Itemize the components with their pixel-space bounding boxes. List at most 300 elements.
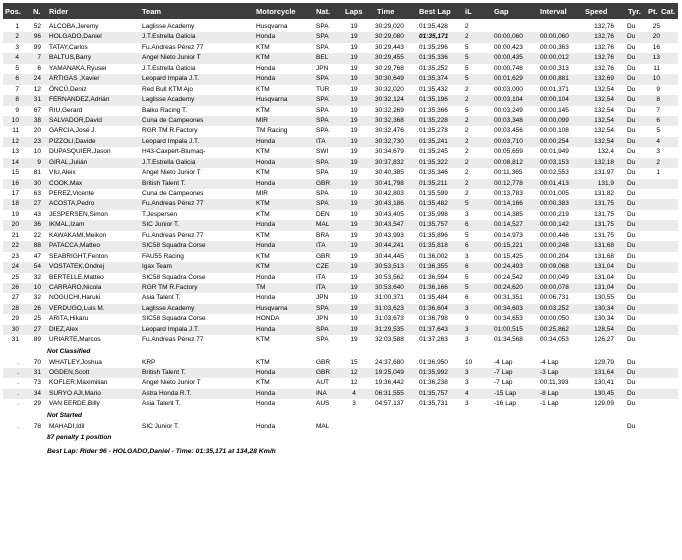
cell-time: 19:36,442: [375, 379, 404, 387]
cell-interval: 00:00,060: [540, 33, 569, 41]
cell-best-lap: 01:36,594: [419, 273, 448, 281]
cell-gap: 00:01,629: [494, 75, 523, 83]
cell-laps: 19: [350, 315, 358, 323]
cell-il: 2: [465, 148, 469, 156]
cell-rider: DIEZ,Alex: [49, 325, 79, 333]
cell-interval: 00:06,731: [540, 294, 569, 302]
cell-rider: PIZZOLI,Davide: [49, 137, 96, 145]
cell-team: SIC58 Squadra Corse: [142, 273, 206, 281]
cell-motorcycle: Honda: [256, 389, 276, 397]
cell-rider: VOSTATEK,Ondrej: [49, 263, 105, 271]
cell-rider: SURYO AJI,Mario: [49, 389, 101, 397]
cell-speed: 131,04: [594, 283, 614, 291]
cell-speed: 130,34: [594, 315, 614, 323]
cell-il: 6: [465, 263, 469, 271]
cell-best-lap: 01:35,992: [419, 369, 448, 376]
cell-nat: ITA: [316, 273, 326, 281]
cell-time: 30:44,241: [375, 242, 404, 250]
cell-gap: 00:03,104: [494, 96, 523, 104]
cell-motorcycle: Honda: [256, 221, 276, 229]
cell-time: 30:42,803: [375, 190, 404, 197]
cell-time: 31:03,673: [375, 315, 404, 323]
cell-rider: BALTUS,Barry: [49, 54, 92, 62]
cell-team: Laglisse Academy: [142, 96, 195, 104]
cell-time: 30:29,020: [375, 23, 404, 30]
cell-laps: 19: [350, 158, 358, 166]
cell-tyre: Du: [627, 336, 636, 344]
cell-pos: 11: [12, 127, 19, 135]
cell-number: 30: [33, 179, 41, 187]
cell-interval: 00:00,363: [540, 43, 569, 51]
cell-number: 24: [33, 75, 41, 83]
cell-tyre: Du: [627, 369, 636, 376]
cell-time: 30:43,405: [375, 210, 404, 218]
cell-speed: 131,64: [594, 369, 614, 376]
col-nat: Nat.: [316, 7, 331, 16]
cell-gap: 00:11,365: [494, 169, 523, 177]
cell-points: 10: [652, 75, 660, 83]
cell-tyre: Du: [627, 200, 636, 208]
col-speed: Speed: [585, 7, 608, 16]
cell-best-lap: 01:35,252: [419, 64, 448, 72]
table-row: [3, 241, 678, 251]
cell-time: 31:03,623: [375, 304, 404, 312]
cell-speed: 130,41: [594, 379, 614, 387]
cell-speed: 131,9: [597, 179, 614, 187]
cell-nat: SPA: [316, 23, 329, 30]
cell-tyre: Du: [627, 389, 636, 397]
cell-pos: 9: [15, 106, 19, 114]
cell-motorcycle: KTM: [256, 358, 270, 366]
cell-nat: SPA: [316, 169, 329, 177]
cell-nat: JPN: [316, 64, 329, 72]
table-row: [3, 22, 678, 32]
cell-il: 10: [465, 358, 473, 366]
cell-team: H43-Caxpert-Blumaq-: [142, 148, 206, 156]
cell-interval: 00:11,393: [540, 379, 569, 387]
cell-rider: HOLGADO,Daniel: [49, 33, 102, 41]
cell-gap: 00:03,710: [494, 137, 523, 145]
cell-best-lap: 01:35,428: [419, 23, 448, 30]
cell-laps: 19: [350, 221, 358, 229]
cell-gap: 01:34,568: [494, 336, 523, 344]
cell-nat: SPA: [316, 158, 329, 166]
cell-rider: GARCIA,José J.: [49, 127, 97, 135]
cell-il: 5: [465, 231, 469, 239]
cell-rider: URIARTE,Marcos: [49, 336, 101, 344]
cell-gap: 00:00,435: [494, 54, 523, 62]
cell-speed: 132,4: [597, 148, 614, 156]
cell-interval: 00:02,553: [540, 169, 569, 177]
cell-nat: GBR: [316, 179, 331, 187]
cell-speed: 132,54: [594, 96, 614, 104]
cell-rider: KOFLER,Maximilian: [49, 379, 108, 387]
table-row: [3, 273, 678, 283]
cell-tyre: Du: [627, 127, 636, 135]
cell-team: J.T.Estrella Galicia: [142, 64, 196, 72]
cell-time: 30:43,547: [375, 221, 404, 229]
cell-tyre: Du: [627, 96, 636, 104]
cell-tyre: Du: [627, 252, 636, 260]
col-category: Cat.: [661, 7, 676, 16]
cell-nat: BEL: [316, 54, 329, 62]
cell-pos: 12: [11, 137, 19, 145]
not-classified-rows: [3, 358, 678, 410]
table-row: [3, 53, 678, 63]
cell-pos: 19: [11, 210, 19, 218]
cell-il: 6: [465, 294, 469, 302]
cell-gap: 00:00,423: [494, 43, 523, 51]
cell-time: 31:00,371: [375, 294, 404, 302]
cell-nat: GBR: [316, 358, 331, 366]
cell-tyre: Du: [627, 294, 636, 302]
cell-number: 32: [33, 273, 41, 281]
cell-pos: 13: [11, 148, 19, 156]
cell-rider: CARRARO,Nicola: [49, 283, 102, 291]
cell-number: 27: [33, 200, 41, 208]
cell-team: Asia Talent T.: [142, 294, 181, 302]
cell-team: Red Bull KTM Ajo: [142, 85, 193, 93]
table-row: [3, 378, 678, 388]
cell-speed: 131,75: [594, 221, 614, 229]
cell-speed: 131,75: [594, 200, 614, 208]
cell-nat: SPA: [316, 200, 329, 208]
cell-tyre: Du: [627, 379, 636, 387]
cell-team: T.Jespersen: [142, 210, 178, 218]
cell-il: 3: [465, 336, 469, 344]
cell-laps: 19: [350, 242, 358, 250]
cell-time: 30:40,385: [375, 169, 404, 177]
cell-speed: 131,97: [594, 169, 614, 177]
cell-gap: 00:00,060: [494, 33, 523, 41]
cell-rider: MAHADI,Idil: [49, 422, 85, 430]
cell-best-lap: 01:35,278: [419, 127, 448, 135]
cell-interval: 00:00,049: [540, 273, 569, 281]
cell-time: 30:29,443: [375, 43, 404, 51]
cell-best-lap: 01:35,336: [419, 54, 448, 62]
cell-interval: -4 Lap: [540, 358, 559, 366]
cell-il: 5: [465, 43, 469, 51]
cell-il: 3: [465, 400, 469, 408]
cell-laps: 12: [350, 379, 358, 387]
col-team: Team: [142, 7, 162, 16]
classified-rows: [3, 22, 678, 346]
cell-tyre: Du: [627, 33, 636, 41]
cell-rider: YAMANAKA,Ryusei: [49, 64, 107, 72]
cell-number: 99: [33, 43, 41, 51]
cell-nat: SPA: [316, 127, 329, 135]
cell-tyre: Du: [627, 116, 636, 124]
cell-pos: 8: [15, 96, 19, 104]
cell-il: 6: [465, 221, 469, 229]
cell-interval: 00:00,219: [540, 210, 569, 218]
not-classified-heading: Not Classified: [47, 347, 91, 355]
cell-number: 63: [33, 190, 41, 197]
cell-number: 38: [33, 116, 41, 124]
table-row: [3, 262, 678, 272]
cell-motorcycle: Honda: [256, 294, 276, 302]
cell-laps: 19: [350, 43, 358, 51]
table-row: [3, 168, 678, 178]
cell-points: 3: [656, 148, 660, 156]
cell-speed: 131,68: [594, 252, 614, 260]
cell-nat: SPA: [316, 33, 329, 41]
cell-motorcycle: KTM: [256, 200, 270, 208]
cell-rider: ÖNCÜ,Deniz: [49, 85, 87, 93]
cell-nat: MAL: [316, 422, 330, 430]
cell-best-lap: 01:35,731: [419, 400, 448, 408]
cell-best-lap: 01:35,211: [419, 179, 448, 187]
cell-nat: ITA: [316, 137, 326, 145]
col-motorcycle: Motorcycle: [256, 7, 296, 16]
cell-nat: INA: [316, 389, 327, 397]
cell-points: 4: [656, 137, 660, 145]
cell-pos: 2: [15, 33, 19, 41]
cell-number: 10: [33, 148, 41, 156]
cell-time: 30:30,649: [375, 75, 404, 83]
cell-gap: 00:34,603: [494, 304, 523, 312]
cell-time: 30:53,562: [375, 273, 404, 281]
cell-motorcycle: KTM: [256, 263, 270, 271]
cell-pos: 24: [11, 263, 19, 271]
cell-best-lap: 01:37,643: [419, 325, 448, 333]
cell-laps: 19: [350, 231, 358, 239]
cell-laps: 19: [350, 148, 358, 156]
cell-motorcycle: KTM: [256, 336, 270, 344]
cell-best-lap: 01:35,757: [419, 389, 448, 397]
cell-nat: MAL: [316, 221, 330, 229]
cell-interval: 00:00,248: [540, 242, 569, 250]
cell-pos: 31: [11, 336, 19, 344]
cell-tyre: Du: [627, 169, 636, 177]
cell-pos: 22: [11, 242, 19, 250]
cell-motorcycle: Husqvarna: [256, 96, 288, 104]
penalty-note: 87 penalty 1 position: [47, 434, 112, 442]
table-row: [3, 325, 678, 335]
cell-speed: 128,54: [594, 325, 614, 333]
cell-motorcycle: KTM: [256, 54, 270, 62]
cell-gap: -16 Lap: [494, 400, 517, 408]
cell-interval: -3 Lap: [540, 369, 559, 376]
cell-tyre: Du: [627, 75, 636, 83]
cell-number: 52: [33, 23, 41, 30]
cell-il: 3: [465, 252, 469, 260]
cell-il: 2: [465, 127, 469, 135]
cell-interval: 00:00,142: [540, 221, 569, 229]
cell-time: 30:53,640: [375, 283, 404, 291]
cell-points: 16: [652, 43, 660, 51]
cell-il: 5: [465, 64, 469, 72]
cell-pos: .: [17, 379, 19, 387]
col-gap: Gap: [494, 7, 509, 16]
cell-time: 30:29,768: [375, 64, 404, 72]
cell-il: 9: [465, 315, 469, 323]
cell-tyre: Du: [627, 242, 636, 250]
cell-interval: 00:09,068: [540, 263, 569, 271]
cell-motorcycle: Honda: [256, 75, 276, 83]
cell-speed: 131,68: [594, 242, 614, 250]
cell-tyre: Du: [627, 422, 636, 430]
cell-best-lap: 01:35,482: [419, 200, 448, 208]
cell-interval: 00:03,252: [540, 304, 569, 312]
table-row: [3, 179, 678, 189]
cell-gap: 00:24,493: [494, 263, 523, 271]
cell-number: 26: [33, 304, 41, 312]
cell-pos: 6: [15, 75, 19, 83]
cell-il: 2: [465, 158, 469, 166]
cell-number: 36: [33, 221, 41, 229]
table-row: [3, 147, 678, 157]
table-row: [3, 389, 678, 399]
cell-number: 32: [33, 294, 41, 302]
cell-tyre: Du: [627, 137, 636, 145]
cell-pos: .: [17, 400, 19, 408]
cell-speed: 132,76: [594, 33, 614, 41]
cell-motorcycle: Honda: [256, 158, 276, 166]
cell-interval: 00:00,446: [540, 231, 569, 239]
cell-il: 3: [465, 325, 469, 333]
cell-speed: 129,79: [594, 358, 614, 366]
cell-points: 8: [656, 96, 660, 104]
cell-rider: GIRAL,Julián: [49, 158, 88, 166]
cell-best-lap: 01:35,484: [419, 294, 448, 302]
cell-team: KRP: [142, 358, 156, 366]
cell-interval: 00:01,371: [540, 85, 569, 93]
cell-speed: 126,27: [594, 336, 614, 344]
cell-nat: DEN: [316, 210, 330, 218]
table-row: [3, 64, 678, 74]
cell-pos: 27: [11, 294, 19, 302]
cell-best-lap: 01:35,998: [419, 210, 448, 218]
cell-interval: 00:00,078: [540, 283, 569, 291]
cell-gap: 00:31,351: [494, 294, 523, 302]
cell-team: Leopard Impala J.T.: [142, 137, 200, 145]
cell-il: 3: [465, 304, 469, 312]
cell-nat: SPA: [316, 304, 329, 312]
cell-laps: 19: [350, 75, 358, 83]
cell-gap: 00:05,659: [494, 148, 523, 156]
cell-nat: SPA: [316, 43, 329, 51]
cell-interval: -8 Lap: [540, 389, 559, 397]
cell-nat: AUS: [316, 400, 330, 408]
cell-interval: 00:34,053: [540, 336, 569, 344]
cell-pos: .: [17, 369, 19, 376]
cell-number: 96: [33, 33, 41, 41]
cell-speed: 132,69: [594, 75, 614, 83]
cell-tyre: Du: [627, 210, 636, 218]
cell-number: 81: [33, 169, 41, 177]
cell-interval: 00:01,413: [540, 179, 569, 187]
table-row: [3, 158, 678, 168]
cell-pos: .: [17, 389, 19, 397]
cell-nat: SPA: [316, 336, 329, 344]
cell-team: SIC Junior T.: [142, 221, 180, 229]
cell-pos: 23: [11, 252, 19, 260]
cell-number: 31: [33, 96, 41, 104]
cell-best-lap: 01:35,896: [419, 231, 448, 239]
cell-team: RGR TM R.Factory: [142, 127, 198, 135]
cell-number: 70: [33, 358, 41, 366]
cell-rider: OGDEN,Scott: [49, 369, 90, 376]
cell-time: 30:29,080: [375, 33, 404, 41]
cell-tyre: Du: [627, 304, 636, 312]
cell-gap: -4 Lap: [494, 358, 513, 366]
cell-il: 2: [465, 169, 469, 177]
cell-motorcycle: HONDA: [256, 315, 280, 323]
cell-speed: 130,55: [594, 294, 614, 302]
cell-laps: 19: [350, 33, 358, 41]
cell-pos: 17: [11, 190, 19, 197]
cell-laps: 19: [350, 304, 358, 312]
col-time: Time: [377, 7, 395, 16]
cell-pos: 21: [11, 231, 19, 239]
cell-best-lap: 01:35,346: [419, 169, 448, 177]
cell-best-lap: 01:35,228: [419, 116, 448, 124]
cell-number: 67: [33, 106, 41, 114]
cell-number: 89: [33, 336, 41, 344]
cell-interval: 00:00,254: [540, 137, 569, 145]
table-row: [3, 358, 678, 368]
cell-laps: 19: [350, 200, 358, 208]
cell-laps: 19: [350, 190, 358, 197]
cell-gap: 00:14,973: [494, 231, 523, 239]
cell-tyre: Du: [627, 106, 636, 114]
cell-team: Fu.Andreas Pérez 77: [142, 231, 204, 239]
cell-motorcycle: Honda: [256, 422, 276, 430]
cell-team: British Talent T.: [142, 179, 186, 187]
cell-pos: 15: [11, 169, 19, 177]
cell-best-lap: 01:36,355: [419, 263, 448, 271]
table-header: [3, 3, 678, 19]
cell-nat: GBR: [316, 252, 331, 260]
cell-gap: 00:00,748: [494, 64, 523, 72]
cell-best-lap: 01:36,238: [419, 379, 448, 387]
cell-motorcycle: MIR: [256, 116, 268, 124]
cell-speed: 132,76: [594, 54, 614, 62]
cell-nat: SPA: [316, 106, 329, 114]
cell-time: 30:37,832: [375, 158, 404, 166]
cell-best-lap: 01:35,322: [419, 158, 448, 166]
cell-best-lap: 01:36,604: [419, 304, 448, 312]
cell-pos: 16: [11, 179, 19, 187]
table-row: [3, 85, 678, 95]
cell-team: Cuna de Campeones: [142, 116, 204, 124]
cell-points: 11: [653, 64, 660, 72]
cell-tyre: Du: [627, 325, 636, 333]
cell-number: 34: [33, 389, 41, 397]
cell-best-lap: 01:35,366: [419, 106, 448, 114]
table-row: [3, 43, 678, 53]
cell-pos: 28: [11, 304, 19, 312]
cell-interval: 00:00,108: [540, 127, 569, 135]
table-row: [3, 74, 678, 84]
cell-time: 31:29,535: [375, 325, 404, 333]
cell-il: 5: [465, 106, 469, 114]
cell-laps: 19: [350, 294, 358, 302]
cell-motorcycle: KTM: [256, 231, 270, 239]
cell-number: 43: [33, 210, 41, 218]
cell-best-lap: 01:37,263: [419, 336, 448, 344]
table-row: [3, 137, 678, 147]
cell-laps: 19: [350, 179, 358, 187]
cell-speed: 132,54: [594, 106, 614, 114]
cell-rider: VAN EERDE,Billy: [49, 400, 100, 408]
table-row: [3, 335, 678, 345]
cell-il: 4: [465, 389, 469, 397]
cell-motorcycle: Honda: [256, 325, 276, 333]
cell-speed: 132,18: [594, 158, 614, 166]
cell-interval: 00:00,204: [540, 252, 569, 260]
